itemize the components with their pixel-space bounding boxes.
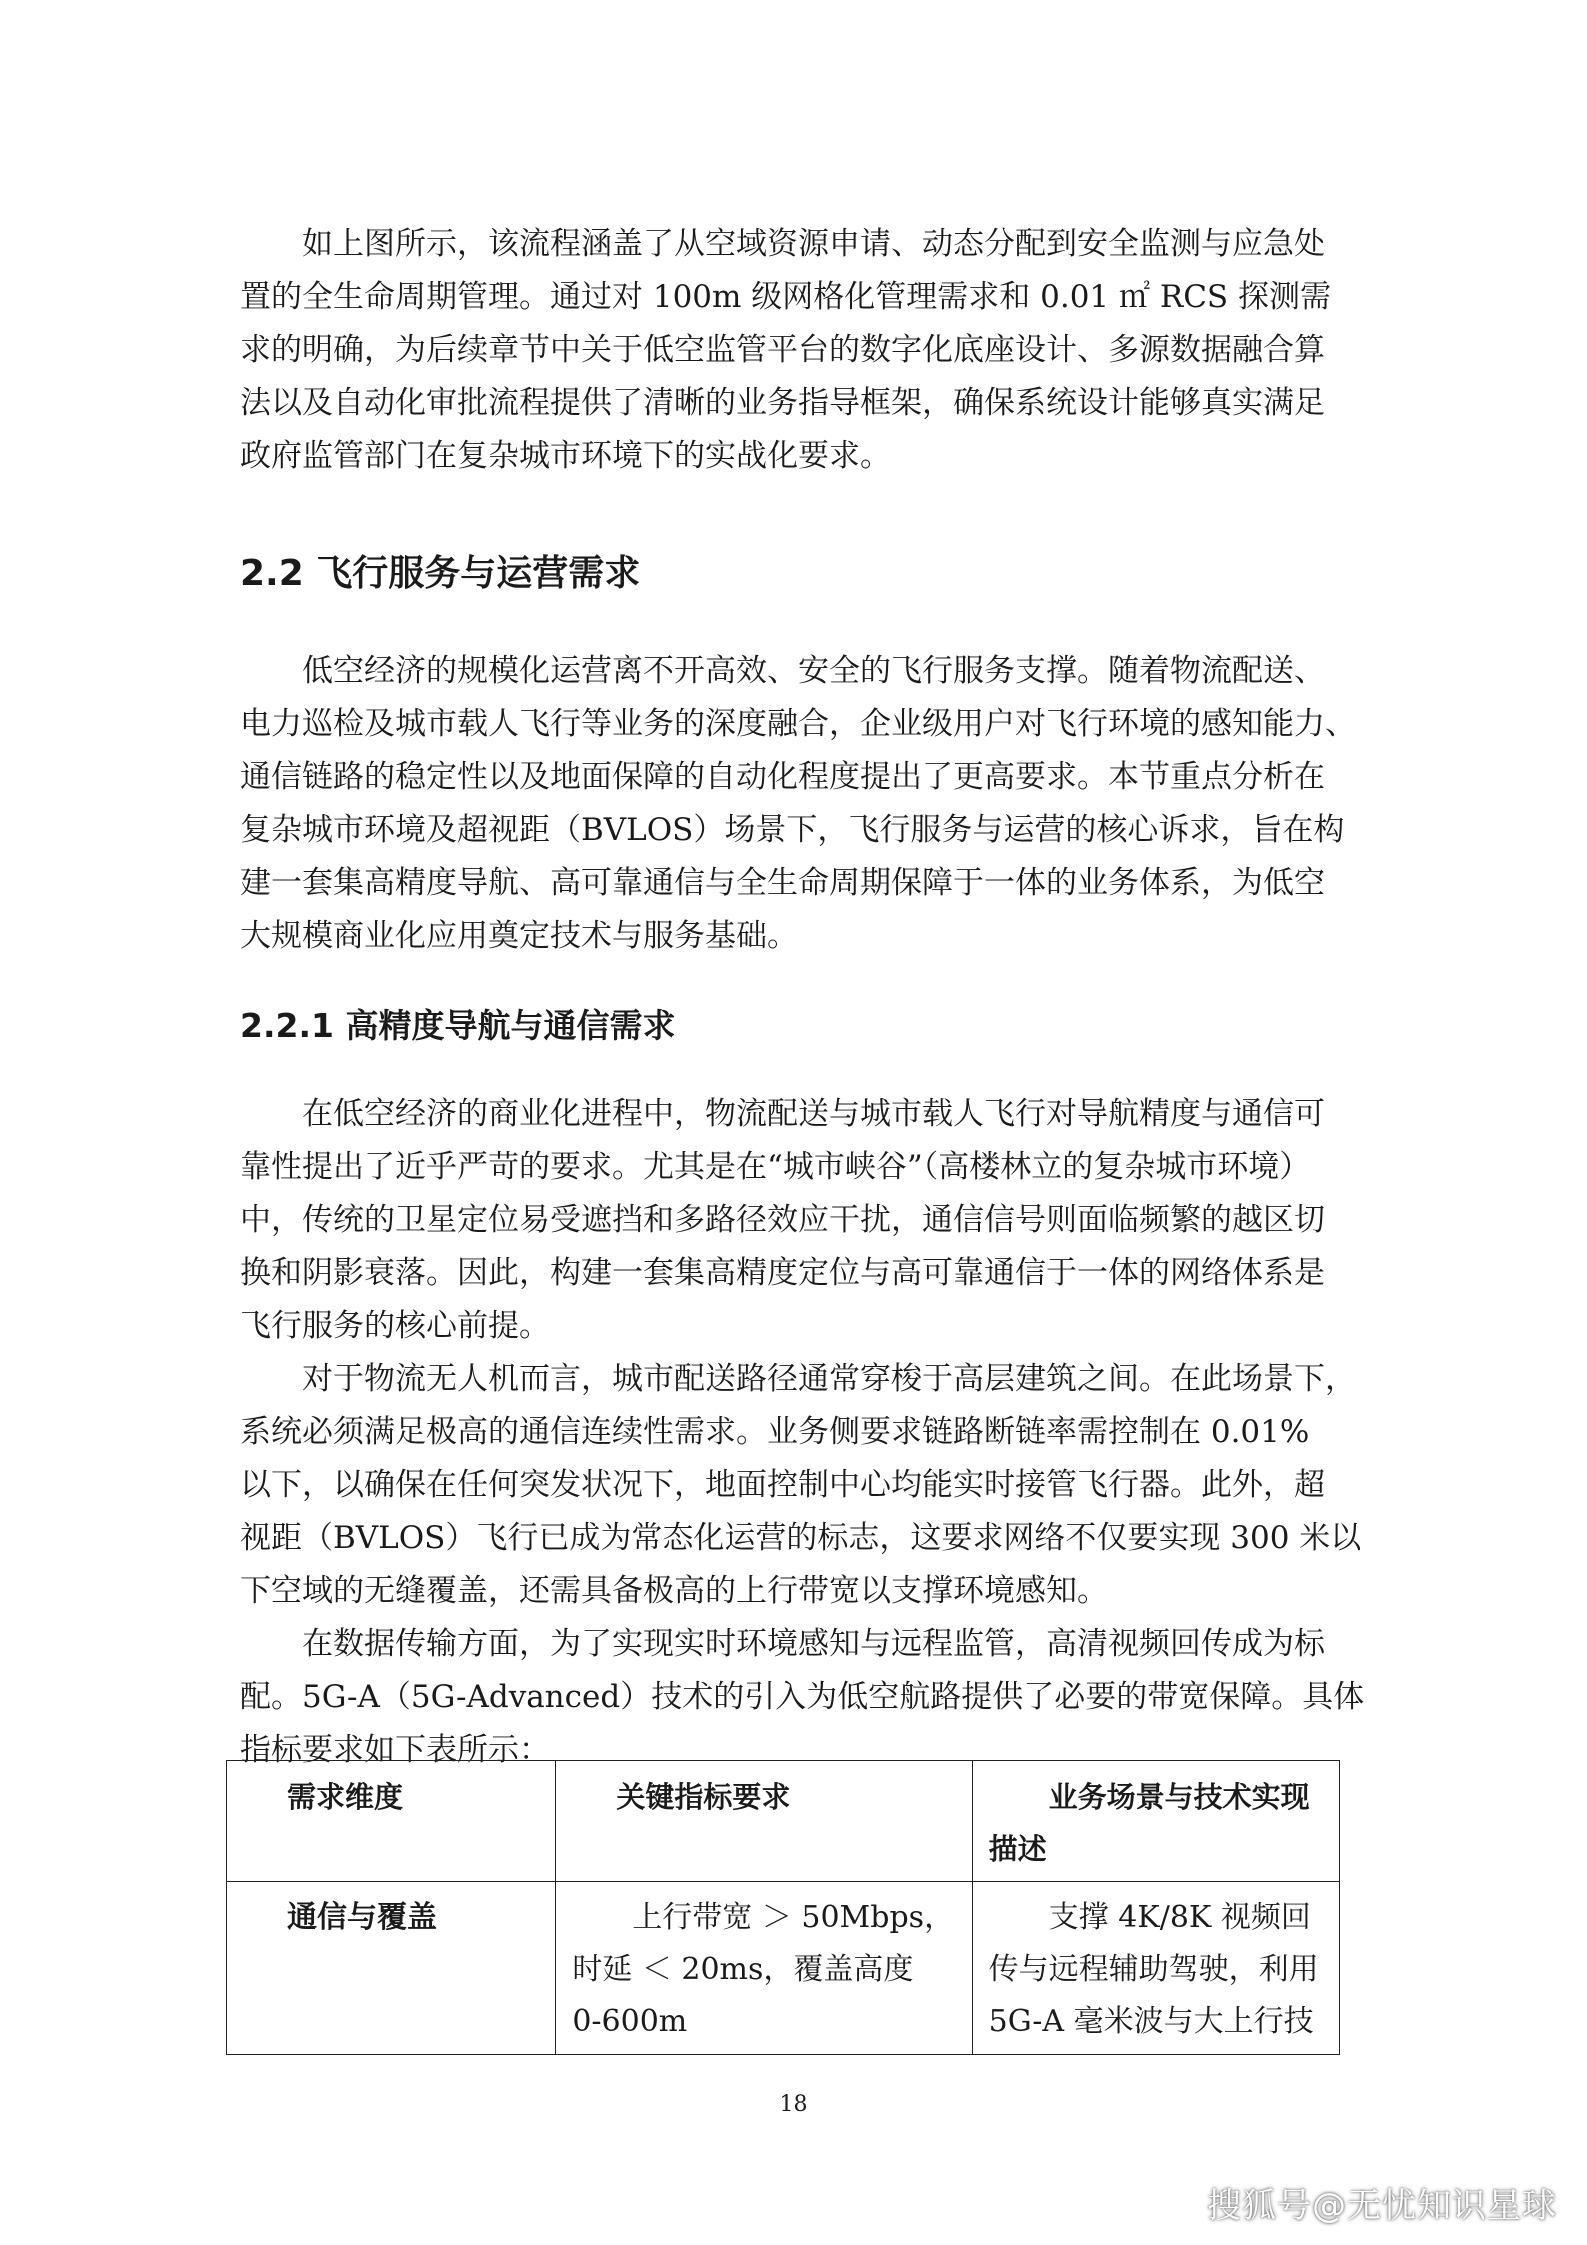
header-line: 描述 bbox=[988, 1832, 1047, 1866]
text-line: 指标要求如下表所示： bbox=[240, 1732, 550, 1768]
cell-line: 5G-A 毫米波与大上行技 bbox=[988, 2004, 1314, 2039]
table-header-cell: 需求维度 bbox=[227, 1761, 556, 1882]
table-header-row bbox=[227, 1761, 1340, 1882]
text-line: 电力巡检及城市载人飞行等业务的深度融合，企业级用户对飞行环境的感知能力、 bbox=[240, 706, 1356, 742]
table-row bbox=[227, 1882, 1340, 2055]
table-cell-dimension: 通信与覆盖 bbox=[227, 1882, 556, 2055]
cell-line: 时延 ＜ 20ms，覆盖高度 bbox=[572, 1952, 914, 1987]
requirements-table bbox=[226, 1760, 1340, 2055]
intro-paragraph bbox=[240, 218, 1350, 483]
cell-line: 0-600m bbox=[572, 2004, 688, 2039]
text-line: 对于物流无人机而言，城市配送路径通常穿梭于高层建筑之间。在此场景下， bbox=[302, 1361, 1356, 1397]
text-line: 复杂城市环境及超视距（BVLOS）场景下，飞行服务与运营的核心诉求，旨在构 bbox=[240, 812, 1345, 848]
header-line: 业务场景与技术实现 bbox=[1048, 1780, 1310, 1814]
table-cell-description bbox=[972, 1882, 1339, 2055]
cell-line: 支撑 4K/8K 视频回 bbox=[1048, 1900, 1311, 1935]
text-line: 飞行服务的核心前提。 bbox=[240, 1308, 550, 1344]
text-line: 置的全生命周期管理。通过对 100m 级网格化管理需求和 0.01 ㎡ RCS 探测需 bbox=[240, 279, 1332, 315]
text-line: 靠性提出了近乎严苛的要求。尤其是在“城市峡谷”（高楼林立的复杂城市环境） bbox=[240, 1149, 1311, 1185]
text-line: 在数据传输方面，为了实现实时环境感知与远程监管，高清视频回传成为标 bbox=[302, 1626, 1325, 1662]
text-line: 系统必须满足极高的通信连续性需求。业务侧要求链路断链率需控制在 0.01% bbox=[240, 1414, 1310, 1450]
text-line: 大规模商业化应用奠定技术与服务基础。 bbox=[240, 918, 798, 954]
section-heading-2-2-1: 2.2.1 高精度导航与通信需求 bbox=[240, 1006, 676, 1045]
cell-line: 传与远程辅助驾驶，利用 bbox=[988, 1952, 1319, 1987]
text-line: 配。5G-A（5G-Advanced）技术的引入为低空航路提供了必要的带宽保障。具体 bbox=[240, 1679, 1365, 1715]
text-line: 换和阴影衰落。因此，构建一套集高精度定位与高可靠通信于一体的网络体系是 bbox=[240, 1255, 1325, 1291]
page-number: 18 bbox=[779, 2092, 808, 2117]
table-header-cell: 关键指标要求 bbox=[556, 1761, 972, 1882]
section-heading-2-2: 2.2 飞行服务与运营需求 bbox=[240, 553, 641, 594]
text-line: 求的明确，为后续章节中关于低空监管平台的数字化底座设计、多源数据融合算 bbox=[240, 332, 1325, 368]
cell-line: 上行带宽 ＞ 50Mbps， bbox=[632, 1900, 955, 1935]
text-line: 中，传统的卫星定位易受遮挡和多路径效应干扰，通信信号则面临频繁的越区切 bbox=[240, 1202, 1325, 1238]
text-line: 视距（BVLOS）飞行已成为常态化运营的标志，这要求网络不仅要实现 300 米以 bbox=[240, 1520, 1362, 1556]
section-2-2-1-paragraph-1 bbox=[240, 1088, 1365, 1777]
section-2-2-paragraph bbox=[240, 645, 1356, 963]
text-line: 如上图所示，该流程涵盖了从空域资源申请、动态分配到安全监测与应急处 bbox=[302, 226, 1325, 262]
text-line: 政府监管部门在复杂城市环境下的实战化要求。 bbox=[240, 438, 891, 474]
text-line: 以下，以确保在任何突发状况下，地面控制中心均能实时接管飞行器。此外，超 bbox=[240, 1467, 1325, 1503]
text-line: 法以及自动化审批流程提供了清晰的业务指导框架，确保系统设计能够真实满足 bbox=[240, 385, 1325, 421]
text-line: 低空经济的规模化运营离不开高效、安全的飞行服务支撑。随着物流配送、 bbox=[302, 653, 1325, 689]
text-line: 建一套集高精度导航、高可靠通信与全生命周期保障于一体的业务体系，为低空 bbox=[240, 865, 1325, 901]
text-line: 通信链路的稳定性以及地面保障的自动化程度提出了更高要求。本节重点分析在 bbox=[240, 759, 1325, 795]
table-header-cell bbox=[972, 1761, 1339, 1882]
watermark: 搜狐号@无忧知识星球 bbox=[1207, 2186, 1557, 2226]
text-line: 下空域的无缝覆盖，还需具备极高的上行带宽以支撑环境感知。 bbox=[240, 1573, 1108, 1609]
table-cell-indicator bbox=[556, 1882, 972, 2055]
text-line: 在低空经济的商业化进程中，物流配送与城市载人飞行对导航精度与通信可 bbox=[302, 1096, 1325, 1132]
